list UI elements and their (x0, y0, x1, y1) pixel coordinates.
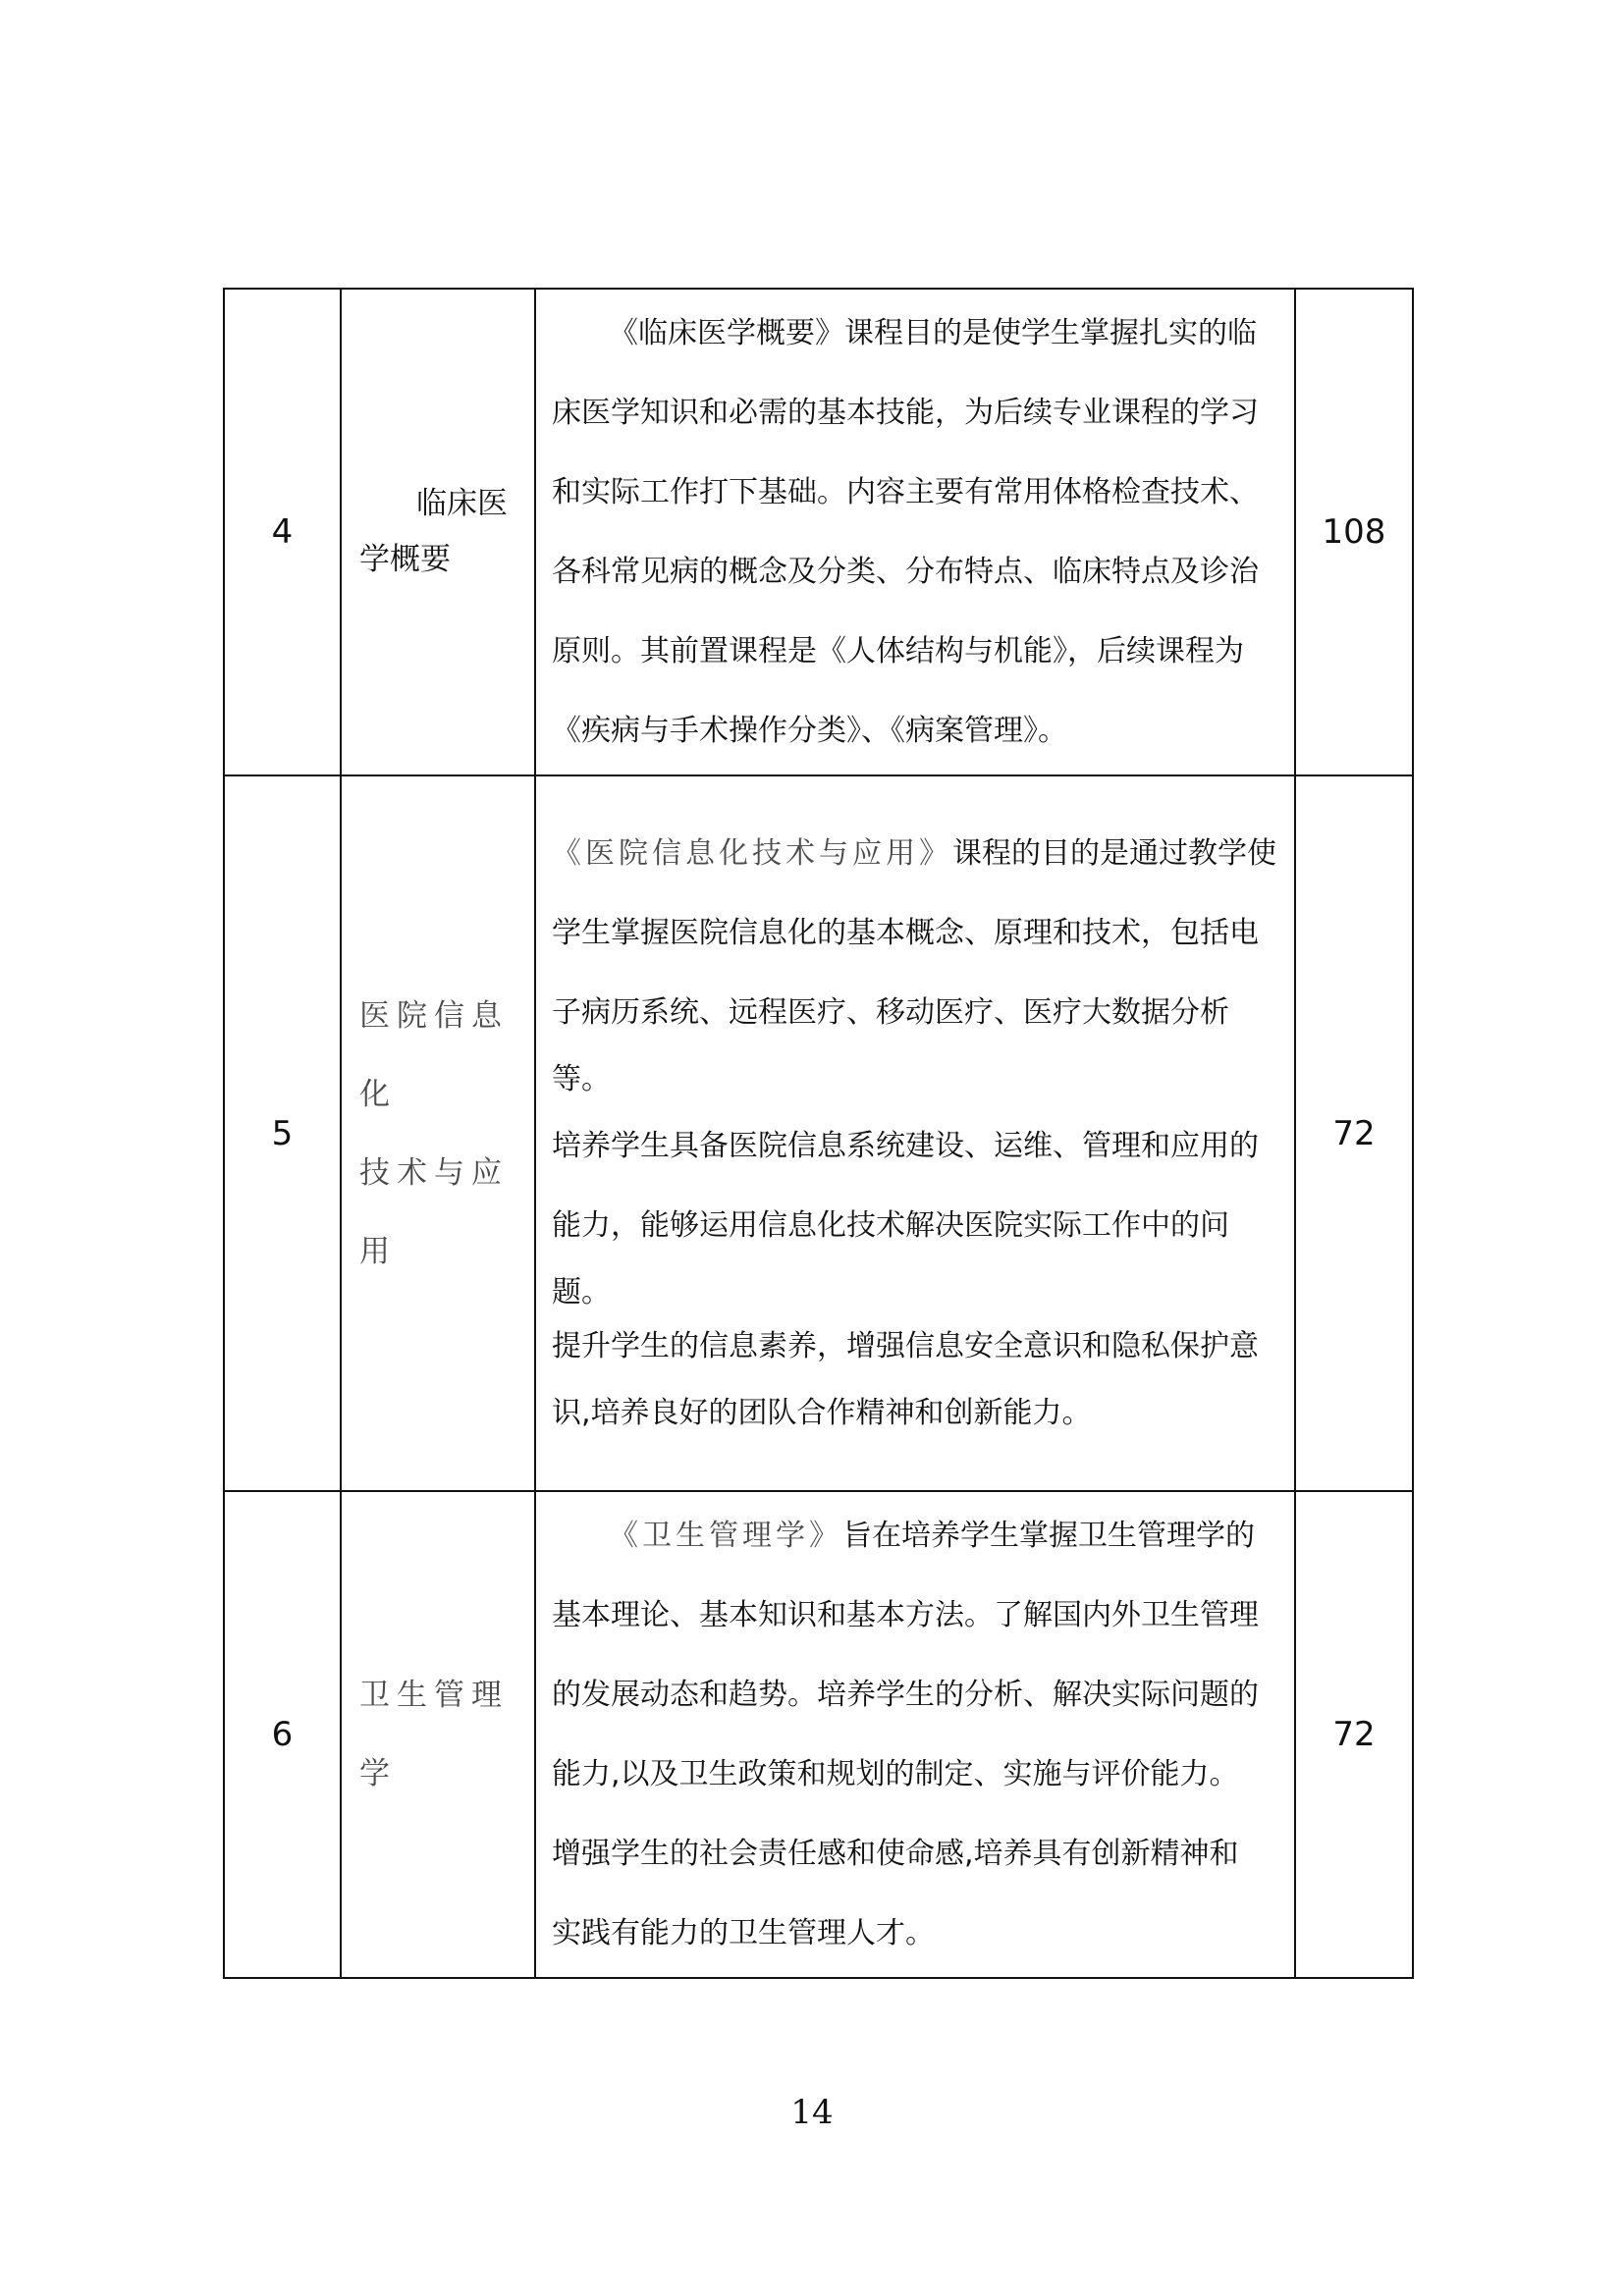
description-line: 的发展动态和趋势。培养学生的分析、解决实际问题的 (552, 1678, 1259, 1712)
course-name-line: 卫生管理学 (359, 1678, 509, 1791)
course-table (223, 288, 1414, 1979)
description-line: 题。 (552, 1275, 611, 1309)
description-text: 旨在培养学生掌握卫生管理学的 (842, 1519, 1255, 1553)
description-line: 实践有能力的卫生管理人才。 (552, 1916, 935, 1950)
description-line: 和实际工作打下基础。内容主要有常用体格检查技术、 (552, 475, 1259, 509)
description-line: 子病历系统、远程医疗、移动医疗、医疗大数据分析 (552, 995, 1229, 1030)
course-hours: 108 (1295, 289, 1413, 775)
description-line: 增强学生的社会责任感和使命感,培养具有创新精神和 (552, 1837, 1239, 1871)
description-line: 能力，能够运用信息化技术解决医院实际工作中的问 (552, 1208, 1229, 1243)
course-name-line: 技术与应用 (359, 1154, 509, 1269)
description-line: 床医学知识和必需的基本技能，为后续专业课程的学习 (552, 396, 1259, 430)
table-row (224, 1491, 1413, 1978)
description-line: 学生掌握医院信息化的基本概念、原理和技术，包括电 (552, 916, 1259, 950)
course-name (341, 775, 535, 1491)
course-hours: 72 (1295, 775, 1413, 1491)
course-title-ref: 《卫生管理学》 (609, 1519, 842, 1553)
description-line: 提升学生的信息素养，增强信息安全意识和隐私保护意 (552, 1329, 1259, 1363)
course-name-line: 临床医 (416, 486, 508, 521)
description-line (552, 1496, 1278, 1575)
course-name (341, 289, 535, 775)
course-title-ref: 《医院信息化技术与应用》 (552, 836, 952, 871)
course-number: 4 (224, 289, 341, 775)
description-line: 《临床医学概要》课程目的是使学生掌握扎实的临 (609, 316, 1257, 350)
course-number: 6 (224, 1491, 341, 1978)
description-text: 课程的目的是通过教学使 (952, 836, 1276, 871)
table-row (224, 775, 1413, 1491)
course-hours: 72 (1295, 1491, 1413, 1978)
description-line: 等。 (552, 1062, 611, 1096)
description-line: 识,培养良好的团队合作精神和创新能力。 (552, 1396, 1092, 1430)
description-line: 能力,以及卫生政策和规划的制定、实施与评价能力。 (552, 1757, 1239, 1791)
course-name-line: 学概要 (359, 542, 451, 577)
table-row (224, 289, 1413, 775)
description-line: 培养学生具备医院信息系统建设、运维、管理和应用的 (552, 1129, 1259, 1163)
description-line (552, 814, 1278, 893)
course-name-line: 医院信息化 (359, 997, 509, 1112)
course-description (535, 289, 1295, 775)
page-number: 14 (790, 2093, 834, 2132)
description-line: 《疾病与手术操作分类》、《病案管理》。 (552, 714, 1067, 748)
course-description (535, 1491, 1295, 1978)
course-name (341, 1491, 535, 1978)
course-number: 5 (224, 775, 341, 1491)
description-line: 原则。其前置课程是《人体结构与机能》，后续课程为 (552, 634, 1244, 668)
course-description (535, 775, 1295, 1491)
description-line: 各科常见病的概念及分类、分布特点、临床特点及诊治 (552, 555, 1259, 589)
description-line: 基本理论、基本知识和基本方法。了解国内外卫生管理 (552, 1598, 1259, 1632)
